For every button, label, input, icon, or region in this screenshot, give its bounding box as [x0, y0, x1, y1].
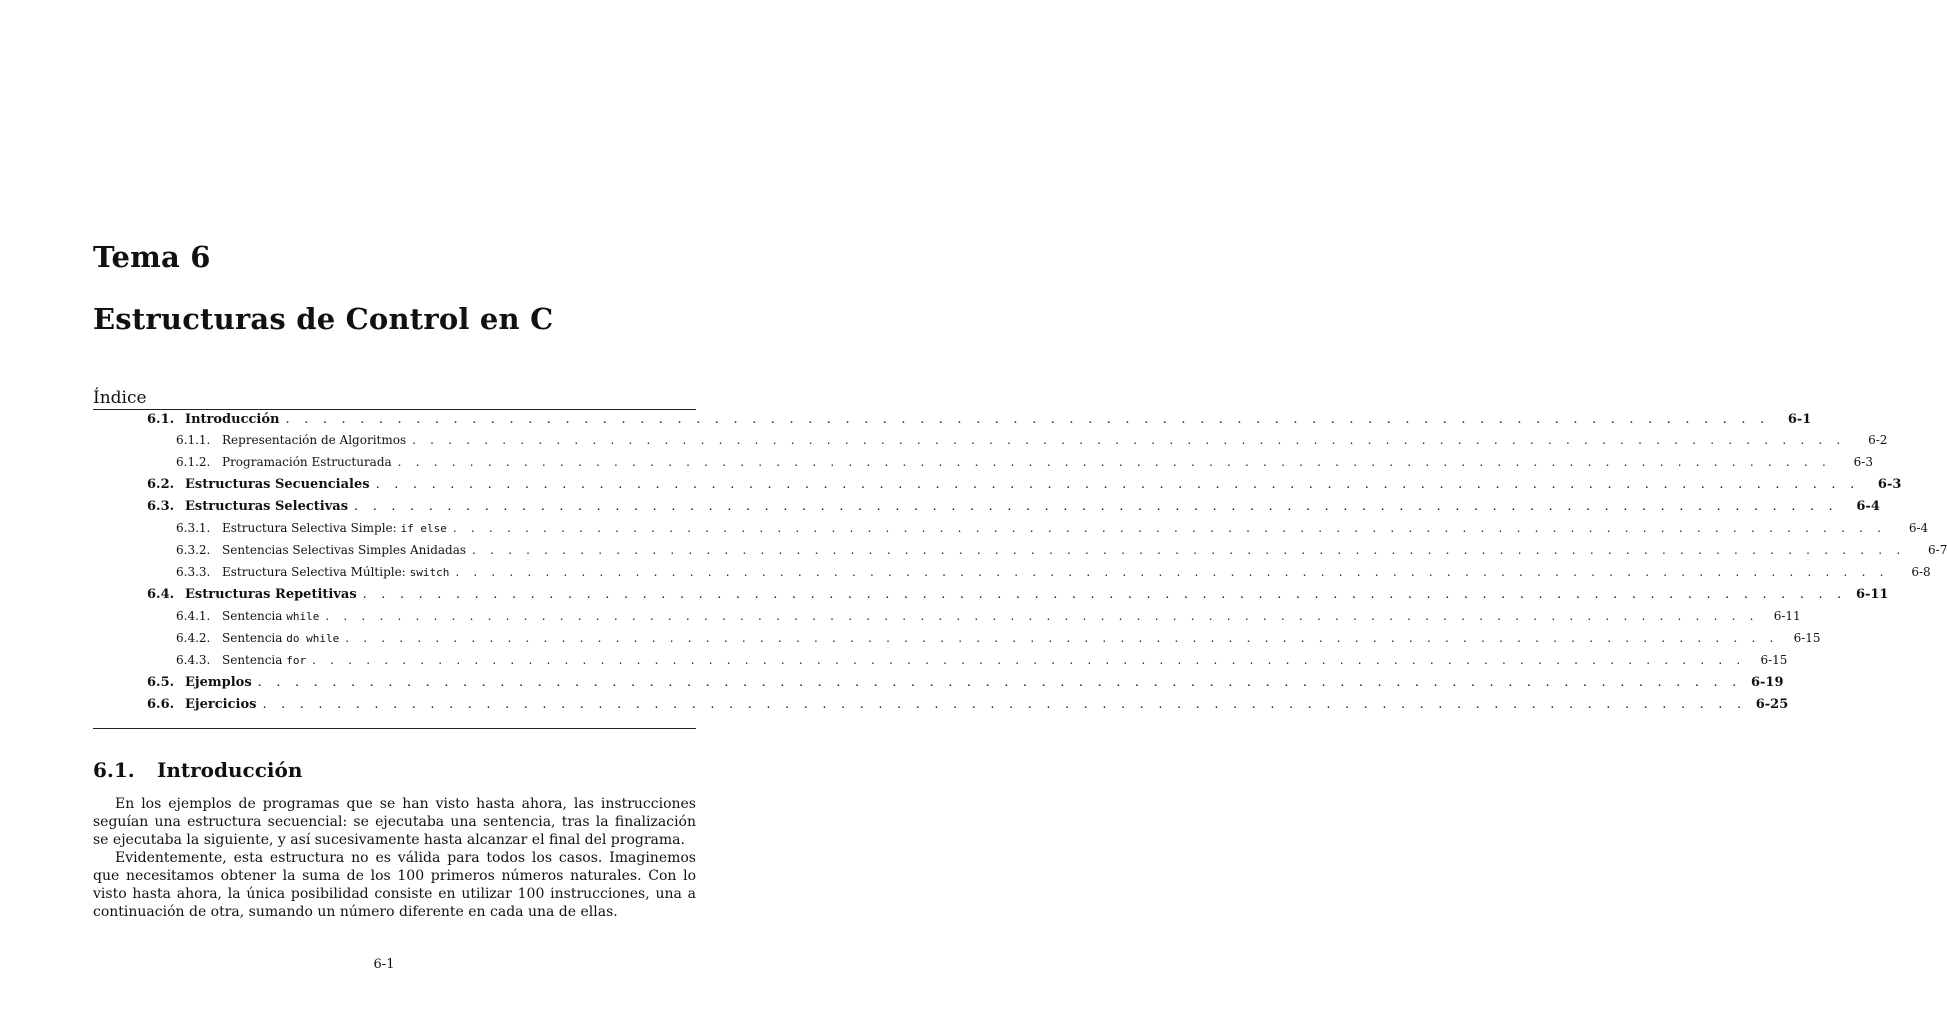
paragraph-text: Evidentemente, esta estructura no es válida para todos los casos. Imaginemos que necesitamos obtener la suma de los 100 primeros números naturales. Con lo visto hasta ahora, la única posibilidad consiste en utilizar 100 instrucciones, una a continuación de otra, sumando un número diferente en cada una de ellas. — [93, 850, 696, 920]
toc-leader-dots: . . . . . . . . . . . . . . . . . . . . . . . . . . . . . . . . . . . . . . . . . . . . . . . . . . . . . . . . . . . . . . . . . . . . . . . . . . . . . . . . — [472, 543, 1906, 557]
toc-entry[interactable] — [93, 653, 1788, 673]
toc-entry-title-text: Sentencia — [222, 631, 287, 645]
toc-leader-dots: . . . . . . . . . . . . . . . . . . . . . . . . . . . . . . . . . . . . . . . . . . . . . . . . . . . . . . . . . . . . . . . . . . . . . . . . . . . . . . . . — [452, 521, 1887, 535]
toc-entry-title-text: Sentencia — [222, 653, 287, 667]
toc-entry[interactable] — [93, 499, 1880, 519]
toc-entry-code: switch — [409, 566, 450, 579]
toc-entry-number: 6.2. — [147, 477, 175, 492]
body-paragraph — [93, 849, 696, 921]
toc-entry-title — [222, 653, 312, 667]
toc-leader-dots: . . . . . . . . . . . . . . . . . . . . . . . . . . . . . . . . . . . . . . . . . . . . . . . . . . . . . . . . . . . . . . . . . . . . . . . . . . . . . . . . — [257, 675, 1742, 690]
toc-entry-page: 6-3 — [1853, 455, 1873, 469]
toc-entry-number: 6.4.1. — [176, 609, 211, 623]
toc-entry-code: while — [286, 610, 320, 623]
toc-entry-title-text: Ejercicios — [185, 697, 257, 712]
toc-entry-title — [222, 433, 412, 447]
paragraph-text: En los ejemplos de programas que se han visto hasta ahora, las instrucciones seguían una estructura secuencial: se ejecutaba una sentencia, tras la finalización se ejecutaba la siguiente, y así sucesivamente hasta alcanzar el final del programa. — [93, 796, 696, 848]
toc-entry-title — [185, 477, 376, 492]
chapter-label: Tema 6 — [93, 240, 211, 274]
toc-entry-title-text: Programación Estructurada — [222, 455, 392, 469]
toc-entry-page: 6-4 — [1908, 521, 1929, 535]
toc-entry[interactable] — [93, 477, 1902, 497]
toc-entry-title-text: Estructura Selectiva Múltiple: — [222, 565, 410, 579]
toc-entry-page: 6-11 — [1855, 587, 1889, 602]
toc-entry[interactable] — [93, 675, 1784, 695]
toc-entry[interactable] — [93, 565, 1931, 585]
toc-leader-dots: . . . . . . . . . . . . . . . . . . . . . . . . . . . . . . . . . . . . . . . . . . . . . . . . . . . . . . . . . . . . . . . . . . . . . . . . . . . . . . . . — [412, 433, 1846, 447]
toc-entry-title — [222, 609, 325, 623]
toc-entry-title — [222, 455, 398, 469]
section-number: 6.1. — [93, 758, 135, 782]
toc-entry-title — [185, 675, 258, 690]
toc-leader-dots: . . . . . . . . . . . . . . . . . . . . . . . . . . . . . . . . . . . . . . . . . . . . . . . . . . . . . . . . . . . . . . . . . . . . . . . . . . . . . . . . — [285, 412, 1770, 427]
toc-entry-code: for — [286, 654, 307, 667]
toc-entry-number: 6.4.2. — [176, 631, 211, 645]
toc-entry-title-text: Representación de Algoritmos — [222, 433, 407, 447]
toc-entry-number: 6.1. — [147, 412, 175, 427]
toc-leader-dots: . . . . . . . . . . . . . . . . . . . . . . . . . . . . . . . . . . . . . . . . . . . . . . . . . . . . . . . . . . . . . . . . . . . . . . . . . . . . . . . . — [362, 587, 1847, 602]
toc-entry-page: 6-7 — [1928, 543, 1947, 557]
page-number: 6-1 — [373, 957, 395, 972]
toc-entry-page: 6-1 — [1787, 412, 1812, 427]
toc-entry[interactable] — [93, 609, 1801, 629]
toc-leader-dots: . . . . . . . . . . . . . . . . . . . . . . . . . . . . . . . . . . . . . . . . . . . . . . . . . . . . . . . . . . . . . . . . . . . . . . . . . . . . . . . . — [375, 477, 1860, 492]
toc-entry-title — [222, 631, 345, 645]
toc-entry-title-text: Introducción — [185, 412, 280, 427]
toc-entry-page: 6-19 — [1750, 675, 1784, 690]
toc-entry-title-text: Sentencia — [222, 609, 287, 623]
toc-entry-title — [185, 412, 286, 427]
section-title: Introducción — [157, 758, 303, 782]
toc-entry[interactable] — [93, 587, 1889, 607]
toc-entry-number: 6.1.1. — [176, 433, 211, 447]
toc-entry[interactable] — [93, 543, 1947, 563]
toc-entry-title — [185, 587, 363, 602]
toc-leader-dots: . . . . . . . . . . . . . . . . . . . . . . . . . . . . . . . . . . . . . . . . . . . . . . . . . . . . . . . . . . . . . . . . . . . . . . . . . . . . . . . . — [325, 609, 1759, 623]
toc-entry-title — [185, 499, 354, 514]
toc-heading: Índice — [93, 388, 147, 408]
toc-entry-page: 6-25 — [1755, 697, 1789, 712]
toc-leader-dots: . . . . . . . . . . . . . . . . . . . . . . . . . . . . . . . . . . . . . . . . . . . . . . . . . . . . . . . . . . . . . . . . . . . . . . . . . . . . . . . . — [262, 697, 1747, 712]
toc-entry-title — [185, 697, 262, 712]
toc-entry-number: 6.3.3. — [176, 565, 211, 579]
toc-leader-dots: . . . . . . . . . . . . . . . . . . . . . . . . . . . . . . . . . . . . . . . . . . . . . . . . . . . . . . . . . . . . . . . . . . . . . . . . . . . . . . . . — [397, 455, 1831, 469]
chapter-title: Estructuras de Control en C — [93, 302, 554, 336]
toc-entry-code: do while — [286, 632, 340, 645]
toc-entry[interactable] — [93, 697, 1789, 717]
toc-leader-dots: . . . . . . . . . . . . . . . . . . . . . . . . . . . . . . . . . . . . . . . . . . . . . . . . . . . . . . . . . . . . . . . . . . . . . . . . . . . . . . . . — [455, 565, 1889, 579]
toc-entry-title — [222, 543, 472, 557]
toc-entry-number: 6.1.2. — [176, 455, 211, 469]
section-heading — [93, 758, 302, 782]
toc-entry-number: 6.3.1. — [176, 521, 211, 535]
toc-entry-title-text: Estructuras Selectivas — [185, 499, 349, 514]
toc-entry-page: 6-8 — [1911, 565, 1931, 579]
toc-entry[interactable] — [93, 631, 1821, 651]
toc-entry-code: if else — [400, 522, 447, 535]
toc-entry-title — [222, 565, 455, 579]
toc-entry-number: 6.4. — [147, 587, 175, 602]
toc-bottom-rule — [93, 728, 696, 729]
toc-entry-page: 6-15 — [1793, 631, 1821, 645]
toc-entry-title-text: Sentencias Selectivas Simples Anidadas — [222, 543, 467, 557]
toc-entry-page: 6-2 — [1868, 433, 1888, 447]
toc-entry[interactable] — [93, 412, 1812, 432]
toc-entry-title-text: Ejemplos — [185, 675, 252, 690]
toc-entry[interactable] — [93, 521, 1929, 541]
toc-entry-page: 6-4 — [1856, 499, 1880, 514]
toc-entry-page: 6-15 — [1760, 653, 1788, 667]
toc-entry-title-text: Estructuras Secuenciales — [185, 477, 370, 492]
toc-entry-title — [222, 521, 453, 535]
toc-entry-number: 6.3.2. — [176, 543, 211, 557]
toc-leader-dots: . . . . . . . . . . . . . . . . . . . . . . . . . . . . . . . . . . . . . . . . . . . . . . . . . . . . . . . . . . . . . . . . . . . . . . . . . . . . . . . . — [345, 631, 1779, 645]
toc-entry-title-text: Estructuras Repetitivas — [185, 587, 357, 602]
body-paragraph — [93, 795, 696, 849]
table-of-contents — [93, 409, 1947, 728]
toc-entry-number: 6.6. — [147, 697, 175, 712]
toc-entry-number: 6.5. — [147, 675, 175, 690]
toc-entry[interactable] — [93, 433, 1888, 453]
toc-entry-title-text: Estructura Selectiva Simple: — [222, 521, 401, 535]
toc-entry-page: 6-3 — [1877, 477, 1902, 492]
toc-entry[interactable] — [93, 455, 1873, 475]
toc-leader-dots: . . . . . . . . . . . . . . . . . . . . . . . . . . . . . . . . . . . . . . . . . . . . . . . . . . . . . . . . . . . . . . . . . . . . . . . . . . . . . . . . — [312, 653, 1746, 667]
toc-leader-dots: . . . . . . . . . . . . . . . . . . . . . . . . . . . . . . . . . . . . . . . . . . . . . . . . . . . . . . . . . . . . . . . . . . . . . . . . . . . . . . . . — [354, 499, 1838, 514]
toc-entry-page: 6-11 — [1773, 609, 1801, 623]
toc-entry-number: 6.3. — [147, 499, 175, 514]
toc-entry-number: 6.4.3. — [176, 653, 211, 667]
